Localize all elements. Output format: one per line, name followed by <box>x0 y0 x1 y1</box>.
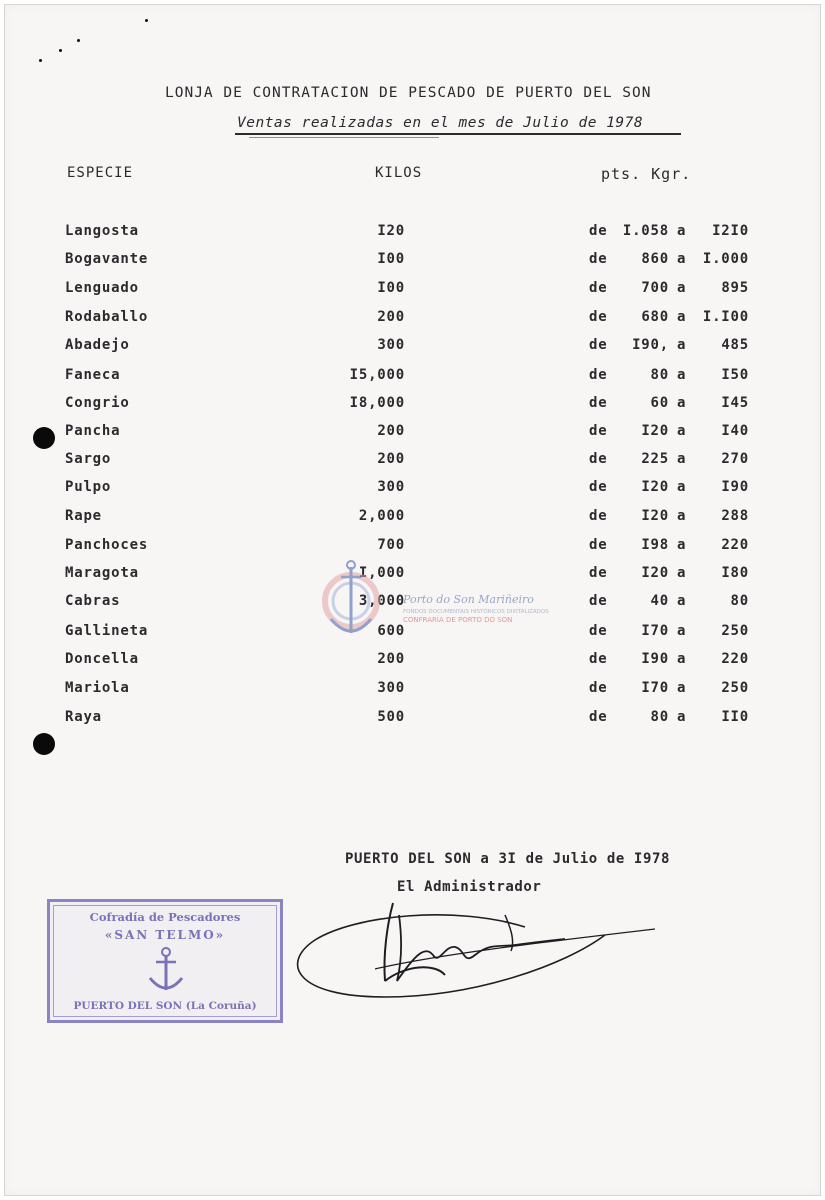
table-row <box>5 367 820 391</box>
price-from-label: de <box>589 623 608 639</box>
place-date: PUERTO DEL SON a 3I de Julio de I978 <box>345 851 671 867</box>
price-min: I70 <box>641 680 669 696</box>
punch-hole <box>33 733 55 755</box>
price-from-label: de <box>589 423 608 439</box>
price-min: 860 <box>641 251 669 267</box>
price-max: I50 <box>721 367 749 383</box>
price-max: 80 <box>730 593 749 609</box>
price-max: I90 <box>721 479 749 495</box>
price-max: I40 <box>721 423 749 439</box>
archive-watermark <box>317 553 549 653</box>
subtitle-underline <box>235 133 681 135</box>
price-min: 80 <box>650 709 669 725</box>
species-name: Panchoces <box>65 537 149 553</box>
price-min: 60 <box>650 395 669 411</box>
table-row <box>5 508 820 532</box>
price-from-label: de <box>589 537 608 553</box>
table-row <box>5 337 820 361</box>
price-from-label: de <box>589 251 608 267</box>
subtitle-underline-faint <box>249 137 439 138</box>
species-name: Lenguado <box>65 280 139 296</box>
species-name: Langosta <box>65 223 139 239</box>
price-min: I90, <box>632 337 669 353</box>
price-from-label: de <box>589 395 608 411</box>
price-from-label: de <box>589 223 608 239</box>
kilos-value: I20 <box>377 223 405 239</box>
kilos-value: I00 <box>377 280 405 296</box>
kilos-value: I8,000 <box>349 395 405 411</box>
price-min: 40 <box>650 593 669 609</box>
price-from-label: de <box>589 651 608 667</box>
price-max: I.I00 <box>702 309 749 325</box>
stamp-line-2: «SAN TELMO» <box>104 928 226 942</box>
species-name: Abadejo <box>65 337 130 353</box>
price-from-label: de <box>589 280 608 296</box>
kilos-value: 200 <box>377 451 405 467</box>
price-min: I20 <box>641 423 669 439</box>
price-from-label: de <box>589 479 608 495</box>
price-from-label: de <box>589 337 608 353</box>
price-from-label: de <box>589 565 608 581</box>
header-kilos: KILOS <box>375 165 423 181</box>
price-min: I20 <box>641 565 669 581</box>
species-name: Raya <box>65 709 102 725</box>
kilos-value: 700 <box>377 537 405 553</box>
header-species: ESPECIE <box>67 165 134 181</box>
header-price: pts. Kgr. <box>601 165 692 183</box>
anchor-icon <box>146 946 186 996</box>
price-max: 220 <box>721 537 749 553</box>
price-to-label: a <box>677 309 687 325</box>
signatory-title: El Administrador <box>397 879 542 895</box>
table-row <box>5 223 820 247</box>
punch-hole <box>33 427 55 449</box>
price-to-label: a <box>677 280 687 296</box>
price-to-label: a <box>677 651 687 667</box>
price-max: I80 <box>721 565 749 581</box>
price-min: I98 <box>641 537 669 553</box>
kilos-value: 3,000 <box>358 593 405 609</box>
species-name: Doncella <box>65 651 139 667</box>
table-row <box>5 479 820 503</box>
species-name: Pancha <box>65 423 121 439</box>
price-to-label: a <box>677 623 687 639</box>
kilos-value: 500 <box>377 709 405 725</box>
price-to-label: a <box>677 367 687 383</box>
species-name: Rape <box>65 508 102 524</box>
price-from-label: de <box>589 680 608 696</box>
species-name: Sargo <box>65 451 112 467</box>
kilos-value: I,000 <box>358 565 405 581</box>
price-to-label: a <box>677 565 687 581</box>
document-title: LONJA DE CONTRATACION DE PESCADO DE PUERTO DEL SON <box>165 85 652 101</box>
stamp-line-1: Cofradía de Pescadores <box>89 910 241 924</box>
price-to-label: a <box>677 223 687 239</box>
price-min: I70 <box>641 623 669 639</box>
price-max: 220 <box>721 651 749 667</box>
anchor-logo-icon <box>317 553 397 653</box>
price-to-label: a <box>677 337 687 353</box>
price-max: 250 <box>721 680 749 696</box>
table-row <box>5 709 820 733</box>
table-row <box>5 395 820 419</box>
table-row <box>5 423 820 447</box>
price-from-label: de <box>589 367 608 383</box>
price-to-label: a <box>677 395 687 411</box>
price-to-label: a <box>677 680 687 696</box>
species-name: Bogavante <box>65 251 149 267</box>
confraternity-stamp <box>47 899 283 1023</box>
price-to-label: a <box>677 251 687 267</box>
price-min: I.058 <box>622 223 669 239</box>
table-row <box>5 451 820 475</box>
table-row <box>5 251 820 275</box>
table-row <box>5 680 820 704</box>
paper-speck <box>145 19 148 22</box>
price-min: I20 <box>641 508 669 524</box>
stamp-line-3: PUERTO DEL SON (La Coruña) <box>73 1000 257 1012</box>
price-to-label: a <box>677 451 687 467</box>
price-min: 680 <box>641 309 669 325</box>
species-name: Faneca <box>65 367 121 383</box>
price-max: 270 <box>721 451 749 467</box>
document-page <box>4 4 821 1196</box>
price-to-label: a <box>677 593 687 609</box>
kilos-value: 300 <box>377 337 405 353</box>
kilos-value: I00 <box>377 251 405 267</box>
table-row <box>5 309 820 333</box>
price-to-label: a <box>677 479 687 495</box>
kilos-value: 200 <box>377 423 405 439</box>
price-max: 485 <box>721 337 749 353</box>
kilos-value: I5,000 <box>349 367 405 383</box>
price-max: 895 <box>721 280 749 296</box>
paper-speck <box>39 59 42 62</box>
price-min: 80 <box>650 367 669 383</box>
price-min: I20 <box>641 479 669 495</box>
price-from-label: de <box>589 451 608 467</box>
species-name: Rodaballo <box>65 309 149 325</box>
price-max: II0 <box>721 709 749 725</box>
document-subtitle: Ventas realizadas en el mes de Julio de 1978 <box>237 115 644 131</box>
price-from-label: de <box>589 508 608 524</box>
price-min: 225 <box>641 451 669 467</box>
price-from-label: de <box>589 709 608 725</box>
paper-speck <box>59 49 62 52</box>
table-row <box>5 280 820 304</box>
price-max: I2I0 <box>712 223 749 239</box>
handwritten-signature <box>275 885 675 1015</box>
kilos-value: 300 <box>377 680 405 696</box>
kilos-value: 200 <box>377 309 405 325</box>
price-from-label: de <box>589 593 608 609</box>
price-min: I90 <box>641 651 669 667</box>
price-min: 700 <box>641 280 669 296</box>
price-to-label: a <box>677 508 687 524</box>
price-to-label: a <box>677 423 687 439</box>
watermark-tagline: FONDOS DOCUMENTAIS HISTÓRICOS DIXITALIZADOS <box>403 609 549 615</box>
species-name: Pulpo <box>65 479 112 495</box>
price-to-label: a <box>677 537 687 553</box>
price-max: 288 <box>721 508 749 524</box>
paper-speck <box>77 39 80 42</box>
species-name: Cabras <box>65 593 121 609</box>
watermark-org: CONFRARÍA DE PORTO DO SON <box>403 616 513 624</box>
price-max: I45 <box>721 395 749 411</box>
species-name: Congrio <box>65 395 130 411</box>
kilos-value: 2,000 <box>358 508 405 524</box>
price-from-label: de <box>589 309 608 325</box>
price-max: I.000 <box>702 251 749 267</box>
kilos-value: 600 <box>377 623 405 639</box>
species-name: Gallineta <box>65 623 149 639</box>
species-name: Maragota <box>65 565 139 581</box>
kilos-value: 300 <box>377 479 405 495</box>
price-to-label: a <box>677 709 687 725</box>
price-max: 250 <box>721 623 749 639</box>
kilos-value: 200 <box>377 651 405 667</box>
table-row <box>5 651 820 675</box>
watermark-name: Porto do Son Mariñeiro <box>403 593 534 606</box>
species-name: Mariola <box>65 680 130 696</box>
